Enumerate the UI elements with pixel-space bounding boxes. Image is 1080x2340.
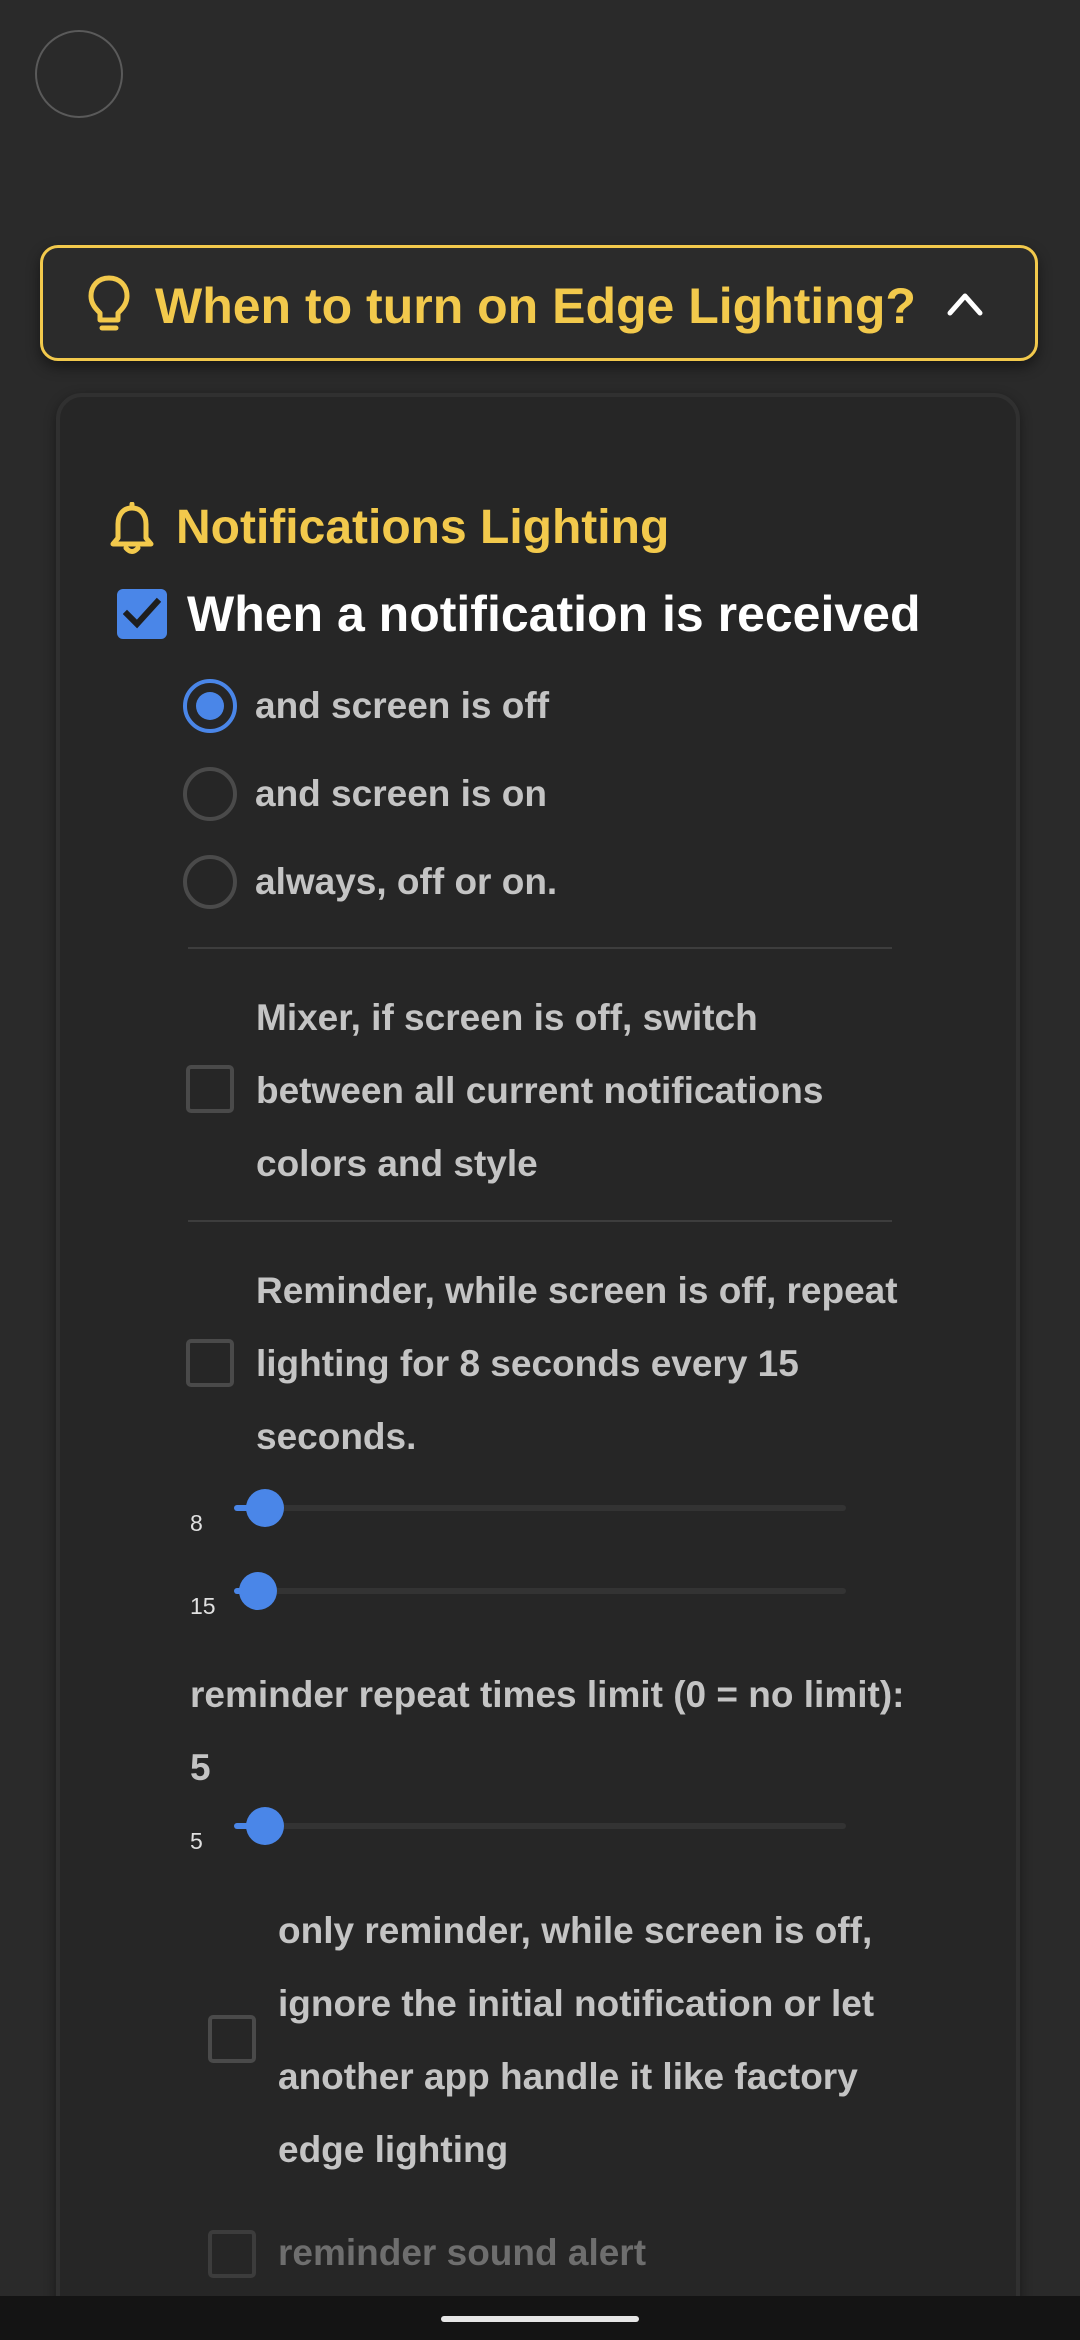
reminder-interval-value: 15 — [190, 1593, 216, 1619]
slider-thumb[interactable] — [246, 1807, 284, 1845]
reminder-duration-value: 8 — [190, 1510, 203, 1536]
repeat-limit-slider[interactable] — [234, 1823, 846, 1829]
repeat-limit-slider-value: 5 — [190, 1828, 203, 1854]
bell-icon — [108, 502, 156, 556]
radio-always[interactable] — [183, 855, 237, 909]
reminder-checkbox[interactable] — [186, 1339, 234, 1387]
system-nav-bar — [0, 2296, 1080, 2340]
radio-screen-on-label[interactable]: and screen is on — [255, 773, 547, 814]
mixer-checkbox[interactable] — [186, 1065, 234, 1113]
reminder-interval-slider[interactable] — [234, 1588, 846, 1594]
lightbulb-icon — [87, 274, 131, 334]
only-reminder-checkbox[interactable] — [208, 2015, 256, 2063]
only-reminder-label[interactable]: only reminder, while screen is off, ignore the initial notification or let another app handle it like factory edge lighting — [278, 1910, 875, 2170]
sound-alert-checkbox[interactable] — [208, 2230, 256, 2278]
repeat-limit-value: 5 — [190, 1747, 211, 1788]
header-title: When to turn on Edge Lighting? — [155, 278, 916, 334]
radio-screen-off-label[interactable]: and screen is off — [255, 685, 550, 726]
divider — [188, 1220, 892, 1222]
mixer-label[interactable]: Mixer, if screen is off, switch between all current notifications colors and style — [256, 997, 824, 1184]
radio-screen-on[interactable] — [183, 767, 237, 821]
radio-screen-off[interactable] — [183, 679, 237, 733]
home-gesture-handle[interactable] — [441, 2316, 639, 2322]
notification-received-label[interactable]: When a notification is received — [187, 586, 921, 642]
radio-always-label[interactable]: always, off or on. — [255, 861, 558, 902]
checkmark-icon — [123, 597, 161, 631]
edge-lighting-header[interactable] — [40, 245, 1038, 361]
reminder-label[interactable]: Reminder, while screen is off, repeat lighting for 8 seconds every 15 seconds. — [256, 1270, 898, 1457]
avatar[interactable] — [35, 30, 123, 118]
divider — [188, 947, 892, 949]
slider-thumb[interactable] — [246, 1489, 284, 1527]
repeat-limit-label: reminder repeat times limit (0 = no limit): — [190, 1674, 905, 1715]
notification-received-checkbox[interactable] — [117, 589, 167, 639]
sound-alert-label[interactable]: reminder sound alert — [278, 2232, 647, 2273]
chevron-up-icon[interactable] — [945, 286, 985, 320]
reminder-duration-slider[interactable] — [234, 1505, 846, 1511]
section-title: Notifications Lighting — [176, 501, 670, 554]
